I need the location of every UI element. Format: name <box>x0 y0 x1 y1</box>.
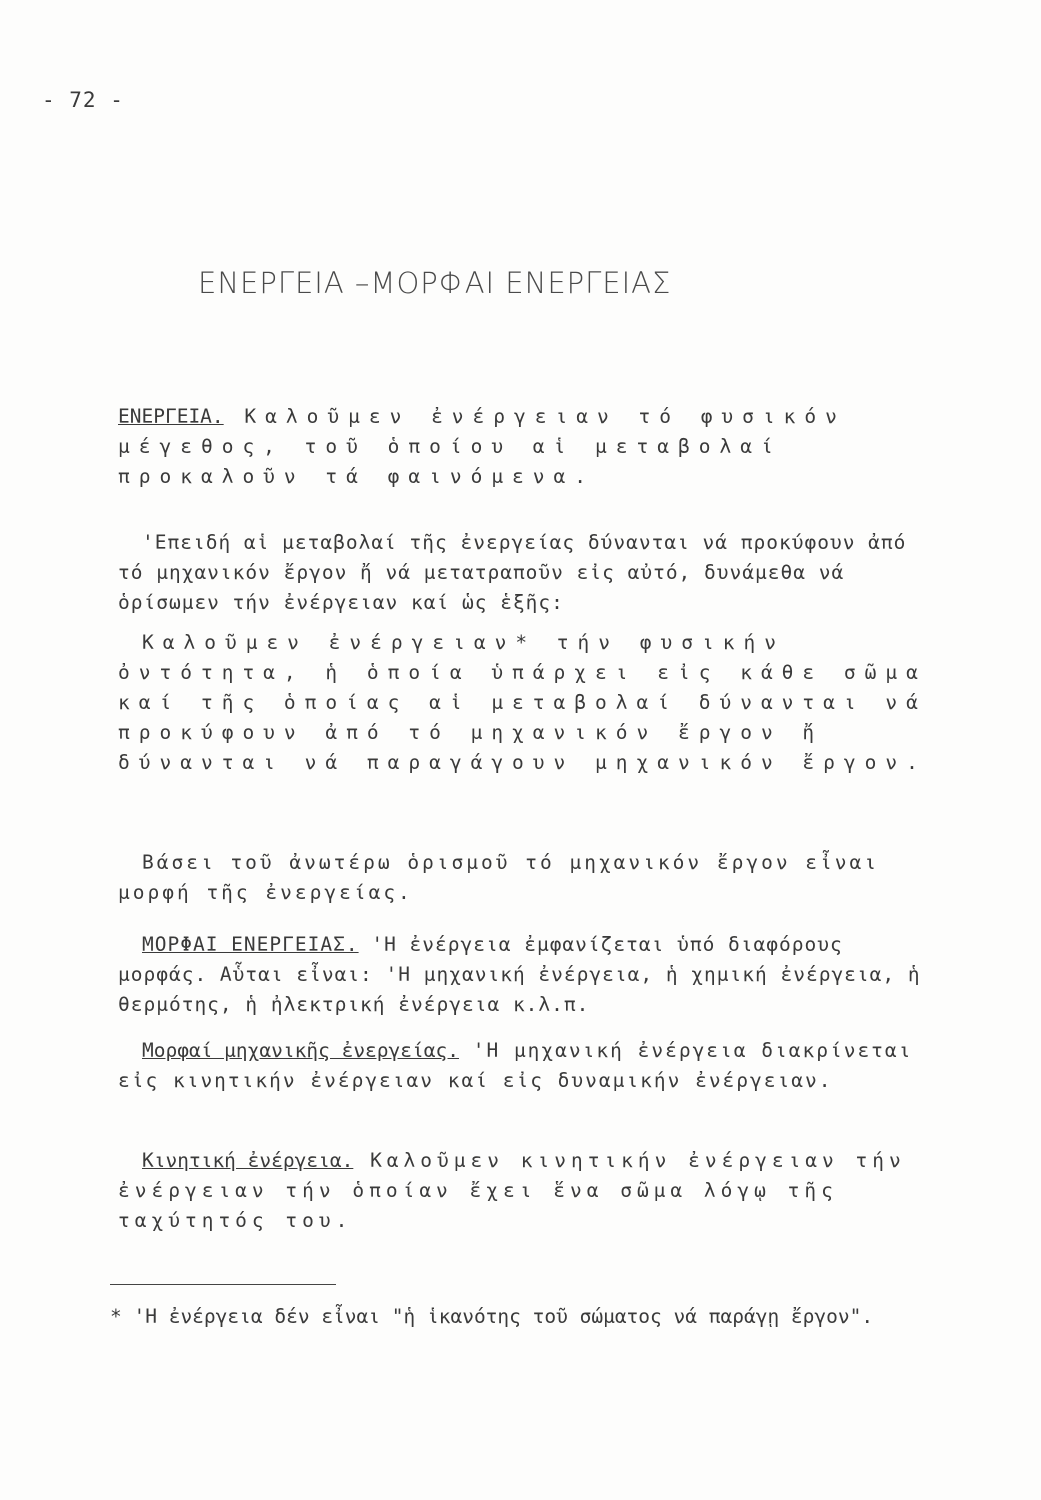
kinetic-text: Καλοῦμεν κινητικήν ἐνέργειαν τήν ἐνέργειαν τήν ὁποίαν ἔχει ἕνα σῶμα λόγῳ τῆς ταχύτητός του. <box>118 1149 923 1232</box>
paragraph-since: 'Επειδή αἱ μεταβολαί τῆς ἐνεργείας δύνανται νά προκύφουν ἀπό τό μηχανικόν ἔργον ἤ νά μετατραποῦν εἰς αὐτό, δυνάμεθα νά ὁρίσωμεν τήν ἐνέργειαν καί ὡς ἑξῆς: <box>118 531 920 614</box>
footnote-divider <box>110 1284 336 1285</box>
paragraph-kinetic <box>118 1146 938 1236</box>
paragraph-based: Βάσει τοῦ ἀνωτέρω ὁρισμοῦ τό μηχανικόν ἔργον εἶναι μορφή τῆς ἐνεργείας. <box>118 851 894 904</box>
paragraph-energy-definition <box>118 402 938 492</box>
energy-definition-text: Καλοῦμεν ἐνέργειαν τό φυσικόν μέγεθος, τοῦ ὁποίου αἱ μεταβολαί προκαλοῦν τά φαινόμενα. <box>118 405 867 488</box>
footnote: * 'Η ἐνέργεια δέν εἶναι "ἡ ἱκανότης τοῦ σώματος νά παράγῃ ἔργον". <box>110 1305 874 1328</box>
section-label-energy: ΕΝΕΡΓΕΙΑ. <box>118 405 224 428</box>
section-label-mechanical-forms: Μορφαί μηχανικῆς ἐνεργείας. <box>142 1039 459 1062</box>
section-label-forms: ΜΟΡΦΑΙ ΕΝΕΡΓΕΙΑΣ. <box>142 933 359 956</box>
paragraph-definition: Καλοῦμεν ἐνέργειαν* τήν φυσικήν ὀντότητα, ἡ ὁποία ὑπάρχει εἰς κάθε σῶμα καί τῆς ὁποίας αἱ μεταβολαί δύνανται νά προκύφουν ἀπό τό μηχανικόν ἔργον ἤ δύνανται νά παραγάγουν μηχανικόν ἔργον. <box>118 631 948 774</box>
mechanical-forms-text: 'Η μηχανική ἐνέργεια διακρίνεται εἰς κινητικήν ἐνέργειαν καί εἰς δυναμικήν ἐνέργειαν. <box>118 1039 927 1092</box>
forms-text: 'Η ἐνέργεια ἐμφανίζεται ὑπό διαφόρους μορφάς. Αὗται εἶναι: 'Η μηχανική ἐνέργεια, ἡ χημική ἐνέργεια, ἡ θερμότης, ἡ ἠλεκτρική ἐνέργεια κ.λ.π. <box>118 933 934 1016</box>
paragraph-forms <box>118 930 938 1020</box>
paragraph-mechanical-forms <box>118 1036 938 1096</box>
page-title: ΕΝΕΡΓΕΙΑ –ΜΟΡΦΑΙ ΕΝΕΡΓΕΙΑΣ <box>198 266 672 300</box>
section-label-kinetic: Κινητική ἐνέργεια. <box>142 1149 354 1172</box>
page-number: - 72 - <box>42 88 124 112</box>
